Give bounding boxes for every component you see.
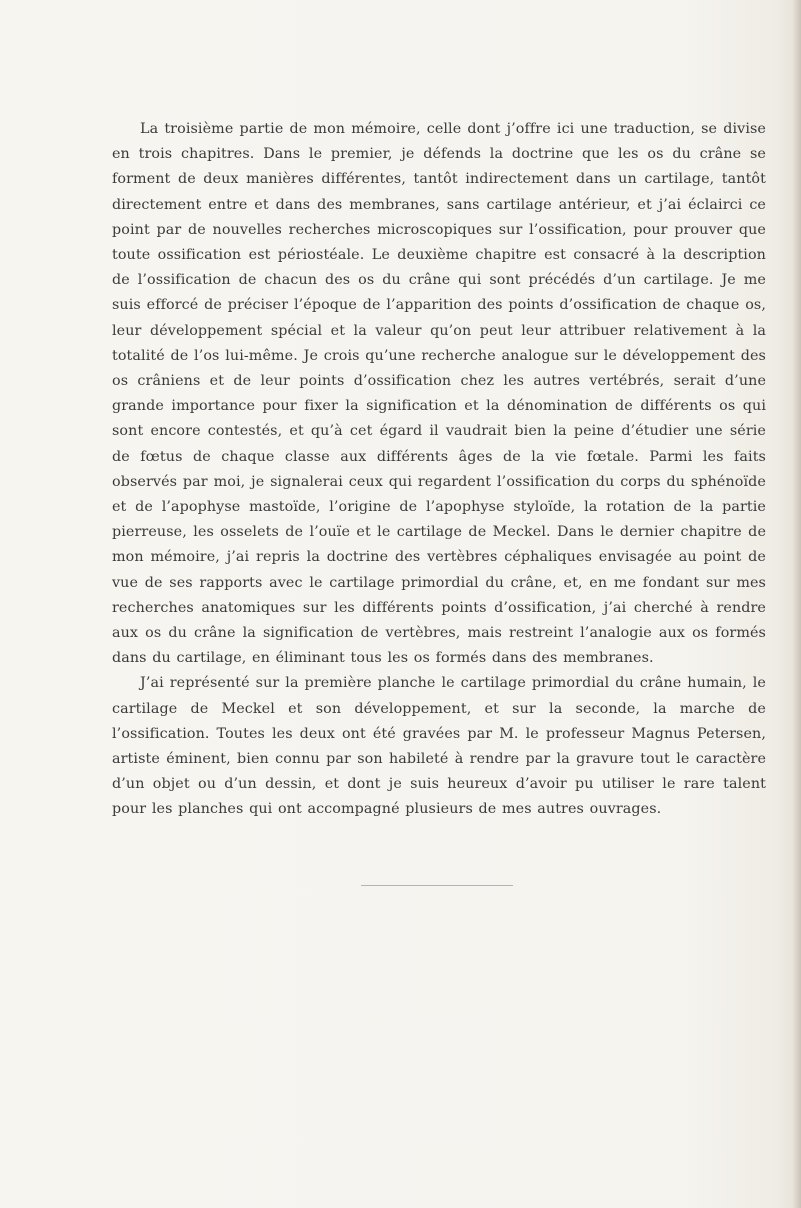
body-text (112, 117, 766, 823)
paragraph-2: J’ai représenté sur la première planche le cartilage primordial du crâne humain, le cartilage de Meckel et son développement, et sur la seconde, la marche de l’ossification. Toutes les deux ont été gravées par M. le professeur Magnus Petersen, artiste éminent, bien connu par son habileté à rendre par la gravure tout le caractère d’un objet ou d’un dessin, et dont je suis heureux d’avoir pu utiliser le rare talent pour les planches qui ont accompagné plusieurs de mes autres ouvrages. (112, 675, 766, 818)
separator-rule (361, 885, 513, 886)
page-edge-shadow (792, 0, 801, 1208)
paragraph-1: La troisième partie de mon mémoire, celle dont j’offre ici une traduction, se divise en trois chapitres. Dans le premier, je défends la doctrine que les os du crâne se forment de deux manières différentes, tantôt indirectement dans un cartilage, tantôt directement entre et dans des membranes, sans cartilage antérieur, et j’ai éclairci ce point par de nouvelles recherches microscopiques sur l’ossification, pour prouver que toute ossification est périostéale. Le deuxième chapitre est consacré à la description de l’ossification de chacun des os du crâne qui sont précédés d’un cartilage. Je me suis efforcé de préciser l’époque de l’apparition des points d’ossification de chaque os, leur développement spécial et la valeur qu’on peut leur attribuer relativement à la totalité de l’os lui-même. Je crois qu’une recherche analogue sur le développement des os crâniens et de leur points d’ossification chez les autres vertébrés, serait d’une grande importance pour fixer la signification et la dénomination de différents os qui sont encore contestés, et qu’à cet égard il vaudrait bien la peine d’étudier une série de fœtus de chaque classe aux différents âges de la vie fœtale. Parmi les faits observés par moi, je signalerai ceux qui regardent l’ossification du corps du sphénoïde et de l’apophyse mastoïde, l’origine de l’apophyse styloïde, la rotation de la partie pierreuse, les osselets de l’ouïe et le cartilage de Meckel. Dans le dernier chapitre de mon mémoire, j’ai repris la doctrine des vertèbres céphaliques envisagée au point de vue de ses rapports avec le cartilage primordial du crâne, et, en me fondant sur mes recherches anatomiques sur les différents points d’ossification, j’ai cherché à rendre aux os du crâne la signification de vertèbres, mais restreint l’analogie aux os formés dans du cartilage, en éliminant tous les os formés dans des membranes. (112, 121, 766, 667)
